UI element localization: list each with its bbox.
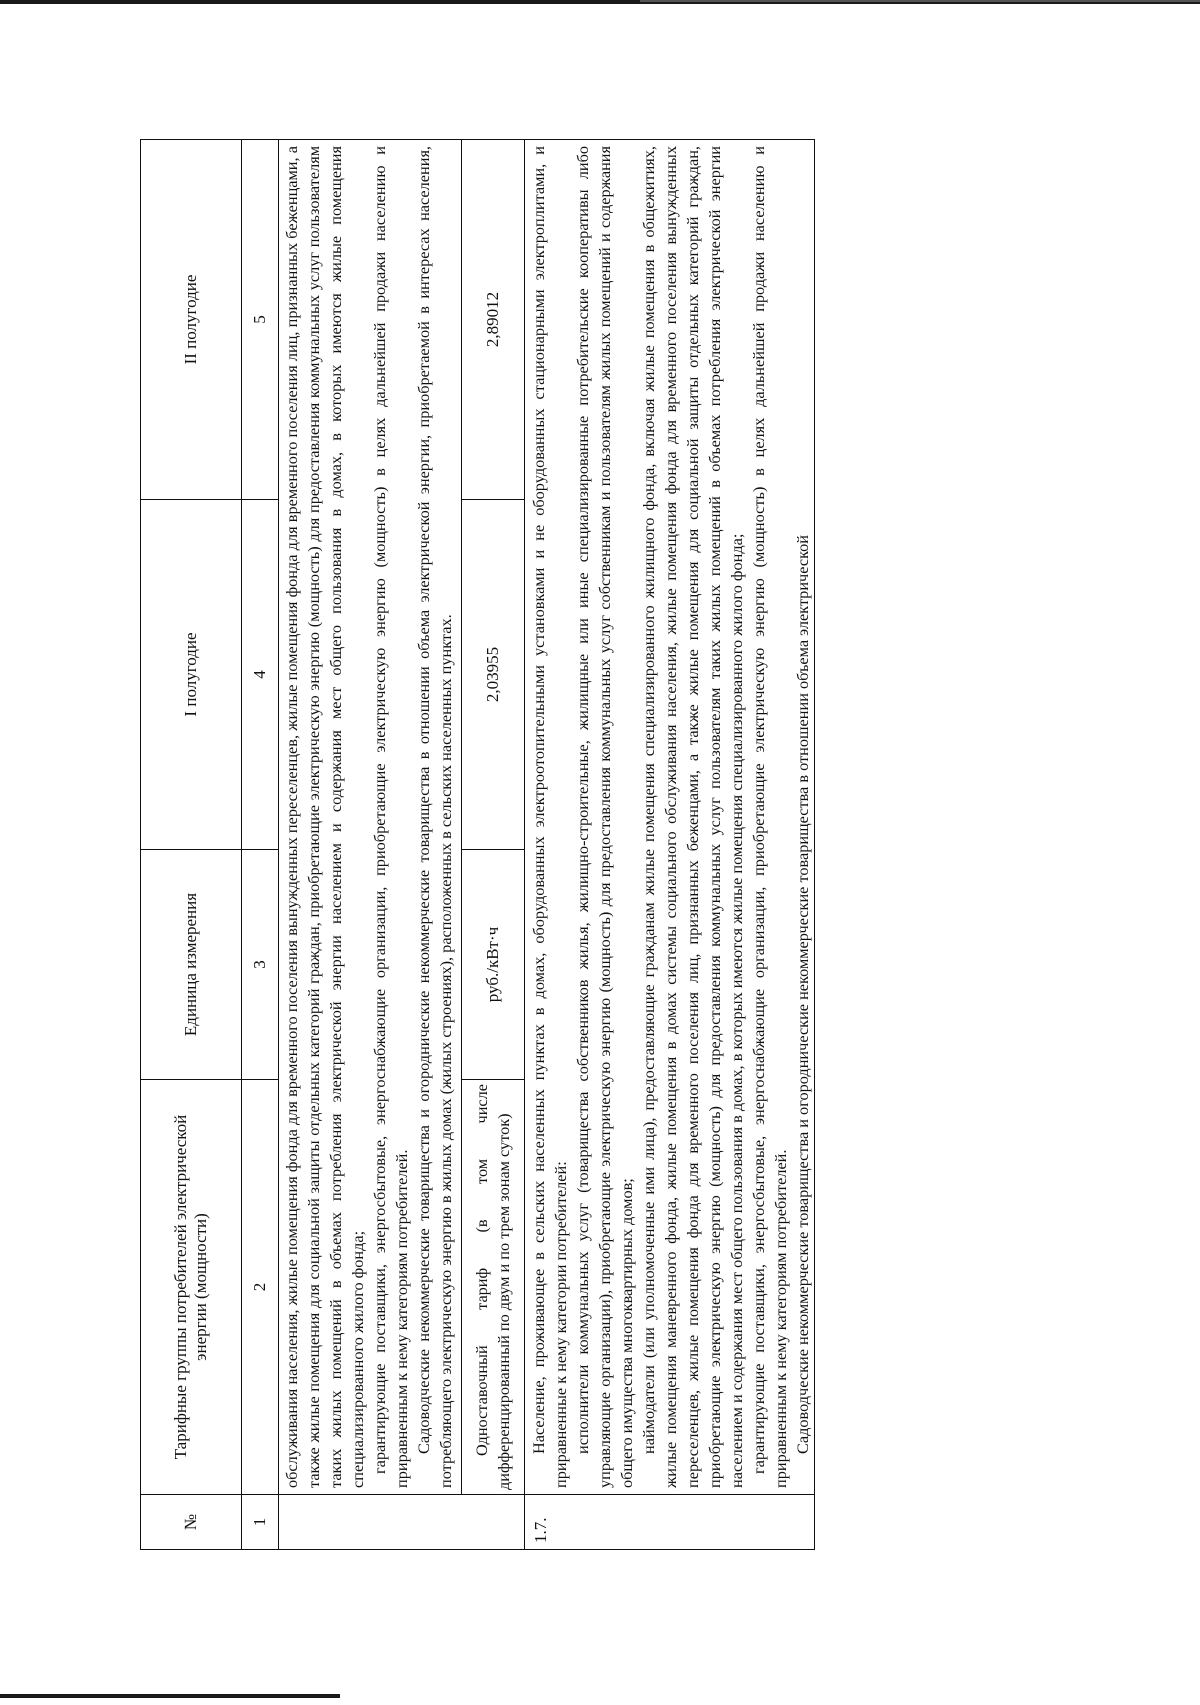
- table-row-continued: [279, 140, 462, 1550]
- header-number: №: [141, 1495, 242, 1550]
- continued-paragraph-2: гарантирующие поставщики, энергосбытовые, энергоснабжающие организации, приобретающие электрическую энергию (мощность) в целях дальнейшей продажи населению и приравненным к нему категориям потребителей.: [370, 146, 411, 1488]
- column-number-3: 3: [242, 850, 279, 1080]
- continued-description: [279, 140, 462, 1495]
- column-number-1: 1: [242, 1495, 279, 1550]
- table-row-tariff: [462, 140, 525, 1550]
- row-1-7-paragraph-2: исполнители коммунальных услуг (товарищества собственников жилья, жилищно-строительные, жилищные или иные специализированные потребительские кооперативы либо управляющие организации), приобретающие электрическую энергию (мощность) для предоставления коммунальных услуг собственникам и пользователям жилых помещений и содержания общего имущества многоквартирных домов;: [573, 146, 636, 1488]
- row-index-empty: [279, 1495, 525, 1550]
- row-1-7-paragraph-1: Население, проживающее в сельских населенных пунктах в домах, оборудованных электроотопительными установками и не оборудованных стационарными электроплитами, и приравненные к нему категории потребителей:: [529, 146, 570, 1488]
- header-first-half: I полугодие: [141, 500, 242, 850]
- header-unit: Единица измерения: [141, 850, 242, 1080]
- scan-edge-top-right: [640, 0, 1200, 2]
- tariff-unit: руб./кВт·ч: [462, 850, 525, 1080]
- table-header-row: [141, 140, 242, 1550]
- row-1-7-paragraph-3: наймодатели (или уполномоченные ими лица), предоставляющие гражданам жилые помещения специализированного жилищного фонда, включая жилые помещения в общежитиях, жилые помещения маневренного фонда, жилые помещения в домах системы социального обслуживания населения, жилые помещения фонда для временного поселения вынужденных переселенцев, жилые помещения фонда для временного поселения лиц, признанных беженцами, а также жилые помещения для социальной защиты отдельных категорий граждан, приобретающие электрическую энергию (мощность) для предоставления коммунальных услуг пользователям таких жилых помещений в объемах потребления электрической энергии населением и содержания мест общего пользования в домах, в которых имеются жилые помещения специализированного жилого фонда;: [639, 146, 746, 1488]
- row-1-7-description: [525, 140, 815, 1495]
- tariff-label-text: Одноставочный тариф (в том числе дифференцированный по двум и по трем зонам суток): [472, 1084, 513, 1490]
- continued-paragraph-1: обслуживания населения, жилые помещения фонда для временного поселения вынужденных переселенцев, жилые помещения фонда для временного поселения лиц, признанных беженцами, а также жилые помещения для социальной защиты отдельных категорий граждан, приобретающие электрическую энергию (мощность) для предоставления коммунальных услуг пользователям таких жилых помещений в объемах потребления электрической энергии населением и содержания мест общего пользования в домах, в которых имеются жилые помещения специализированного жилого фонда;: [282, 146, 367, 1488]
- rotated-page: [140, 140, 1130, 1550]
- table-row-1-7: [525, 140, 815, 1550]
- row-1-7-paragraph-5: Садоводческие некоммерческие товарищества и огороднические некоммерческие товарищества в отношении объема электрической: [793, 534, 812, 1454]
- scan-edge-bottom: [0, 1694, 340, 1698]
- column-number-4: 4: [242, 500, 279, 850]
- header-second-half: II полугодие: [141, 140, 242, 500]
- row-index-1-7: 1.7.: [525, 1495, 815, 1550]
- column-number-5: 5: [242, 140, 279, 500]
- tariff-label: [462, 1080, 525, 1495]
- column-numbers-row: [242, 140, 279, 1550]
- continued-paragraph-3: Садоводческие некоммерческие товарищества и огороднические некоммерческие товарищества в отношении объема электрической энергии, приобретаемой в интересах населения, потребляющего электрическую энергию в жилых домах (жилых строениях), расположенных в сельских населенных пунктах.: [414, 146, 455, 1488]
- tariff-first-half-value: 2,03955: [462, 500, 525, 850]
- tariff-table: [140, 139, 815, 1550]
- tariff-second-half-value: 2,89012: [462, 140, 525, 500]
- column-number-2: 2: [242, 1080, 279, 1495]
- row-1-7-paragraph-4: гарантирующие поставщики, энергосбытовые, энергоснабжающие организации, приобретающие электрическую энергию (мощность) в целях дальнейшей продажи населению и приравненным к нему категориям потребителей.: [749, 146, 790, 1488]
- header-tariff-groups: Тарифные группы потребителей электрической энергии (мощности): [141, 1080, 242, 1495]
